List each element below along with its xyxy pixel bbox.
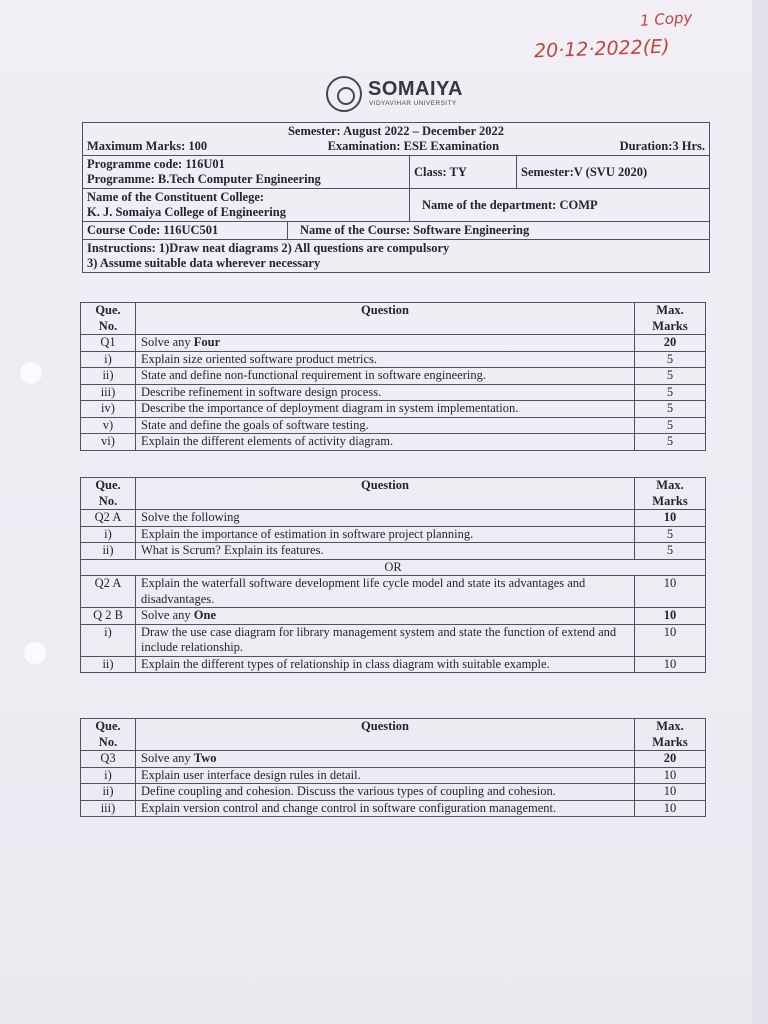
q2a-title-row [81,510,706,527]
punch-hole-bottom [22,640,48,666]
q3-table [80,718,706,817]
college-cell [83,189,410,222]
question-number: Q1 [81,335,136,352]
semester-cell [517,156,710,189]
logo-subtitle: VIDYAVIHAR UNIVERSITY [369,100,457,107]
duration: Duration:3 Hrs. [619,139,705,153]
q1-table [80,302,706,451]
question-title: Solve the following [136,510,635,527]
semester-svu: Semester:V (SVU 2020) [521,164,648,179]
header-que-no: Que. No. [81,478,136,510]
course-code: Course Code: 116UC501 [83,222,288,239]
table-row: ii) Define coupling and cohesion. Discuss the various types of coupling and cohesion. 10 [81,784,706,801]
class-cell [410,156,517,189]
instructions-line-2: 3) Assume suitable data wherever necessary [87,256,321,270]
question-marks: 10 [635,608,706,625]
page-edge [752,0,768,1024]
table-row: vi) Explain the different elements of activity diagram. 5 [81,434,706,451]
table-row: i) Explain user interface design rules in detail. 10 [81,767,706,784]
q3-table-header [81,719,706,751]
header-que-no: Que. No. [81,719,136,751]
university-logo [326,74,476,114]
question-marks: 10 [635,576,706,608]
question-marks: 20 [635,335,706,352]
question-marks: 20 [635,751,706,768]
table-row: ii) What is Scrum? Explain its features. 5 [81,543,706,560]
instructions-cell [83,240,710,273]
table-row: i) Draw the use case diagram for library management system and state the function of extend and include relationship. 10 [81,624,706,656]
table-row: v) State and define the goals of software testing. 5 [81,417,706,434]
class-label: Class: TY [414,164,467,179]
programme-code: Programme code: 116U01 [87,157,225,171]
table-row: iv) Describe the importance of deployment diagram in system implementation. 5 [81,401,706,418]
instructions-line-1: Instructions: 1)Draw neat diagrams 2) All questions are compulsory [87,241,450,255]
programme-cell [83,156,410,189]
examination: Examination: ESE Examination [327,139,500,153]
header-question: Question [136,719,635,751]
handwritten-date: 20·12·2022(E) [533,35,670,63]
header-que-no: Que. No. [81,303,136,335]
table-row: i) Explain the importance of estimation in software project planning. 5 [81,526,706,543]
table-row: iii) Describe refinement in software design process. 5 [81,384,706,401]
q1-title-row [81,335,706,352]
q1-table-header [81,303,706,335]
college-name: K. J. Somaiya College of Engineering [87,205,286,219]
department-name: Name of the department: COMP [422,197,598,212]
department-cell [410,189,710,222]
question-title: Solve any Two [136,751,635,768]
table-row: iii) Explain version control and change control in software configuration management. 10 [81,800,706,817]
programme-name: Programme: B.Tech Computer Engineering [87,172,321,186]
semester-line: Semester: August 2022 – December 2022 [287,124,505,138]
q3-title-row [81,751,706,768]
question-text: Explain the waterfall software development life cycle model and state its advantages and disadvantages. [136,576,635,608]
table-row: i) Explain size oriented software product metrics. 5 [81,351,706,368]
course-name: Name of the Course: Software Engineering [300,223,530,237]
q2-table-header [81,478,706,510]
question-marks: 10 [635,510,706,527]
handwritten-copy-note: 1 Copy [639,8,693,30]
logo-name: SOMAIYA [368,78,464,100]
table-row: ii) State and define non-functional requirement in software engineering. 5 [81,368,706,385]
q2a-alt-row [81,576,706,608]
header-max-marks: Max. Marks [635,719,706,751]
header-semester-cell [83,123,710,156]
question-number: Q2 A [81,510,136,527]
university-emblem-icon [326,76,362,112]
header-question: Question [136,478,635,510]
punch-hole-top [18,360,44,386]
max-marks: Maximum Marks: 100 [87,139,208,153]
header-max-marks: Max. Marks [635,303,706,335]
college-label: Name of the Constituent College: [87,190,265,204]
question-number: Q2 A [81,576,136,608]
question-title: Solve any One [136,608,635,625]
header-question: Question [136,303,635,335]
header-max-marks: Max. Marks [635,478,706,510]
q2-table [80,477,706,673]
table-row: ii) Explain the different types of relationship in class diagram with suitable example. 10 [81,656,706,673]
q2b-title-row [81,608,706,625]
question-number: Q3 [81,751,136,768]
question-title: Solve any Four [136,335,635,352]
exam-header-table [82,122,710,273]
question-number: Q 2 B [81,608,136,625]
or-row [81,559,706,576]
or-label: OR [81,559,706,576]
course-cell [83,222,710,240]
